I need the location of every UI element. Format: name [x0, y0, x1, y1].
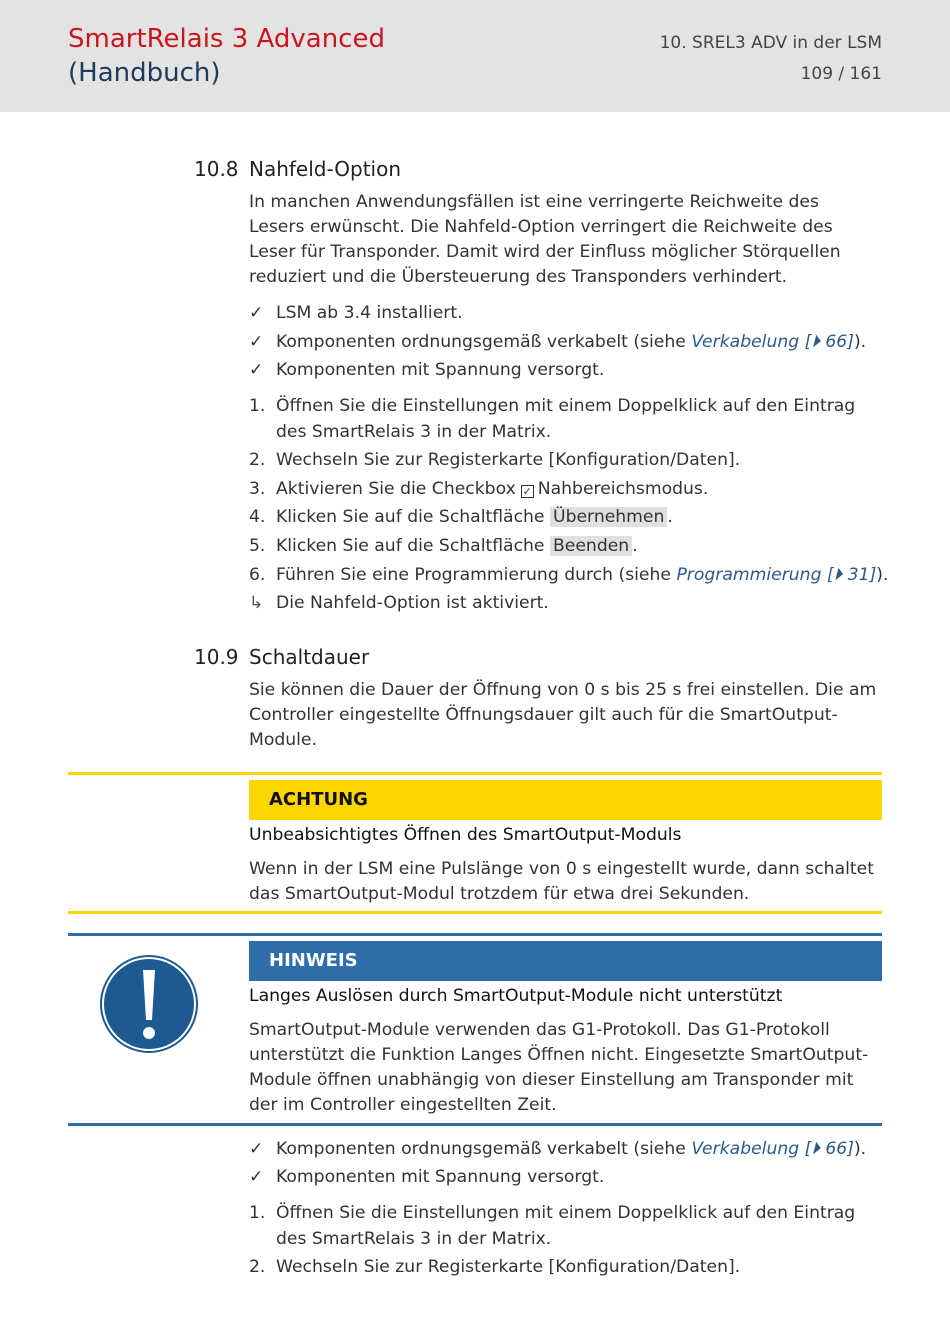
note-banner: HINWEIS	[249, 941, 882, 981]
caution-top-rule	[68, 772, 882, 775]
step-number: 1.	[249, 396, 266, 416]
chapter-label: 10. SREL3 ADV in der LSM	[659, 33, 882, 53]
checked-checkbox-icon: ✓	[522, 485, 532, 498]
checkbox-label: Nahbereichsmodus.	[537, 479, 709, 499]
section-intro: Sie können die Dauer der Öffnung von 0 s bis 25 s frei einstellen. Die am Controller eingestellte Öffnungsdauer gilt auch für die SmartOutput-Module.	[249, 680, 877, 750]
button-label-beenden: Beenden	[550, 536, 632, 556]
step-text: Wechseln Sie zur Registerkarte [Konfiguration/Daten].	[276, 1257, 741, 1277]
prerequisite-text: Komponenten ordnungsgemäß verkabelt (siehe	[276, 332, 692, 352]
step-number: 1.	[249, 1203, 266, 1223]
step-text-end: ).	[876, 565, 889, 585]
caution-banner: ACHTUNG	[249, 780, 882, 820]
button-label-uebernehmen: Übernehmen	[550, 507, 667, 527]
section-number: 10.8	[194, 157, 239, 181]
prerequisite-item	[249, 1165, 889, 1191]
step-number: 6.	[249, 565, 266, 585]
check-icon: ✓	[249, 1139, 264, 1159]
prerequisite-text: LSM ab 3.4 installiert.	[276, 303, 463, 323]
step-text: Aktivieren Sie die Checkbox	[276, 479, 516, 499]
result-item	[249, 591, 889, 617]
caution-text: Wenn in der LSM eine Pulslänge von 0 s eingestellt wurde, dann schaltet das SmartOutput-Modul trotzdem für etwa drei Sekunden.	[249, 859, 874, 904]
check-icon: ✓	[249, 303, 264, 323]
check-icon: ✓	[249, 332, 264, 352]
section-heading-10-8	[194, 157, 401, 181]
step-text: Klicken Sie auf die Schaltfläche	[276, 507, 545, 527]
section-title: Schaltdauer	[249, 645, 370, 669]
cross-reference-link[interactable]: Programmierung [⏵ 31]	[676, 565, 877, 585]
step-number: 2.	[249, 450, 266, 470]
document-title	[68, 22, 385, 90]
step-text: Öffnen Sie die Einstellungen mit einem Doppelklick auf den Eintrag des SmartRelais 3 in der Matrix.	[276, 1203, 856, 1249]
step-text: Öffnen Sie die Einstellungen mit einem Doppelklick auf den Eintrag des SmartRelais 3 in der Matrix.	[276, 396, 856, 442]
step-item	[249, 1255, 889, 1281]
prerequisite-text-end: ).	[853, 332, 867, 352]
section-heading-10-9	[194, 645, 369, 669]
note-text: SmartOutput-Module verwenden das G1-Protokoll. Das G1-Protokoll unterstützt die Funktion Langes Öffnen nicht. Eingesetzte SmartOutput-Module öffnen unabhängig von dieser Einstellung am Transponder mit der im Controller eingestellten Zeit.	[249, 1020, 869, 1115]
section-title: Nahfeld-Option	[249, 157, 402, 181]
prerequisite-item	[249, 1137, 889, 1163]
cross-reference-link[interactable]: Verkabelung [⏵ 66]	[691, 1139, 854, 1159]
prerequisite-item	[249, 330, 889, 356]
step-number: 5.	[249, 536, 266, 556]
prerequisite-text: Komponenten mit Spannung versorgt.	[276, 1167, 605, 1187]
step-item	[249, 448, 889, 474]
section-intro: In manchen Anwendungsfällen ist eine verringerte Reichweite des Lesers erwünscht. Die Nahfeld-Option verringert die Reichweite des Leser für Transponder. Damit wird der Einfluss möglicher Störquellen reduziert und die Übersteuerung des Transponders verhindert.	[249, 192, 841, 287]
step-text: Wechseln Sie zur Registerkarte [Konfiguration/Daten].	[276, 450, 741, 470]
note-bottom-rule	[68, 1123, 882, 1126]
caution-bottom-rule	[68, 911, 882, 914]
check-icon: ✓	[249, 360, 264, 380]
header-right	[660, 28, 882, 90]
step-item: 4. Klicken Sie auf die Schaltfläche Übernehmen .	[249, 505, 889, 531]
step-item	[249, 477, 889, 503]
page-number: 109 / 161	[800, 64, 882, 84]
prerequisite-item	[249, 301, 889, 327]
caution-title: Unbeabsichtigtes Öffnen des SmartOutput-Moduls	[249, 825, 682, 845]
step-item	[249, 394, 889, 445]
step-text: Klicken Sie auf die Schaltfläche	[276, 536, 545, 556]
check-icon: ✓	[249, 1167, 264, 1187]
step-item	[249, 563, 889, 589]
prerequisite-text: Komponenten ordnungsgemäß verkabelt (siehe	[276, 1139, 692, 1159]
note-title: Langes Auslösen durch SmartOutput-Module nicht unterstützt	[249, 986, 783, 1006]
note-top-rule	[68, 933, 882, 936]
cross-reference-link[interactable]: Verkabelung [⏵ 66]	[691, 332, 854, 352]
prerequisite-text: Komponenten mit Spannung versorgt.	[276, 360, 605, 380]
step-number: 3.	[249, 479, 266, 499]
prerequisite-item	[249, 358, 889, 384]
step-item: 5. Klicken Sie auf die Schaltfläche Beenden .	[249, 534, 889, 560]
prerequisite-text-end: ).	[853, 1139, 867, 1159]
step-number: 2.	[249, 1257, 266, 1277]
result-text: Die Nahfeld-Option ist aktiviert.	[276, 593, 549, 613]
section-number: 10.9	[194, 645, 239, 669]
document-title-line2: (Handbuch)	[68, 58, 221, 88]
step-number: 4.	[249, 507, 266, 527]
step-text: Führen Sie eine Programmierung durch (siehe	[276, 565, 677, 585]
step-item	[249, 1201, 889, 1252]
exclamation-circle-icon	[99, 954, 199, 1054]
document-title-line1: SmartRelais 3 Advanced	[68, 24, 385, 54]
result-arrow-icon: ↳	[249, 593, 264, 613]
